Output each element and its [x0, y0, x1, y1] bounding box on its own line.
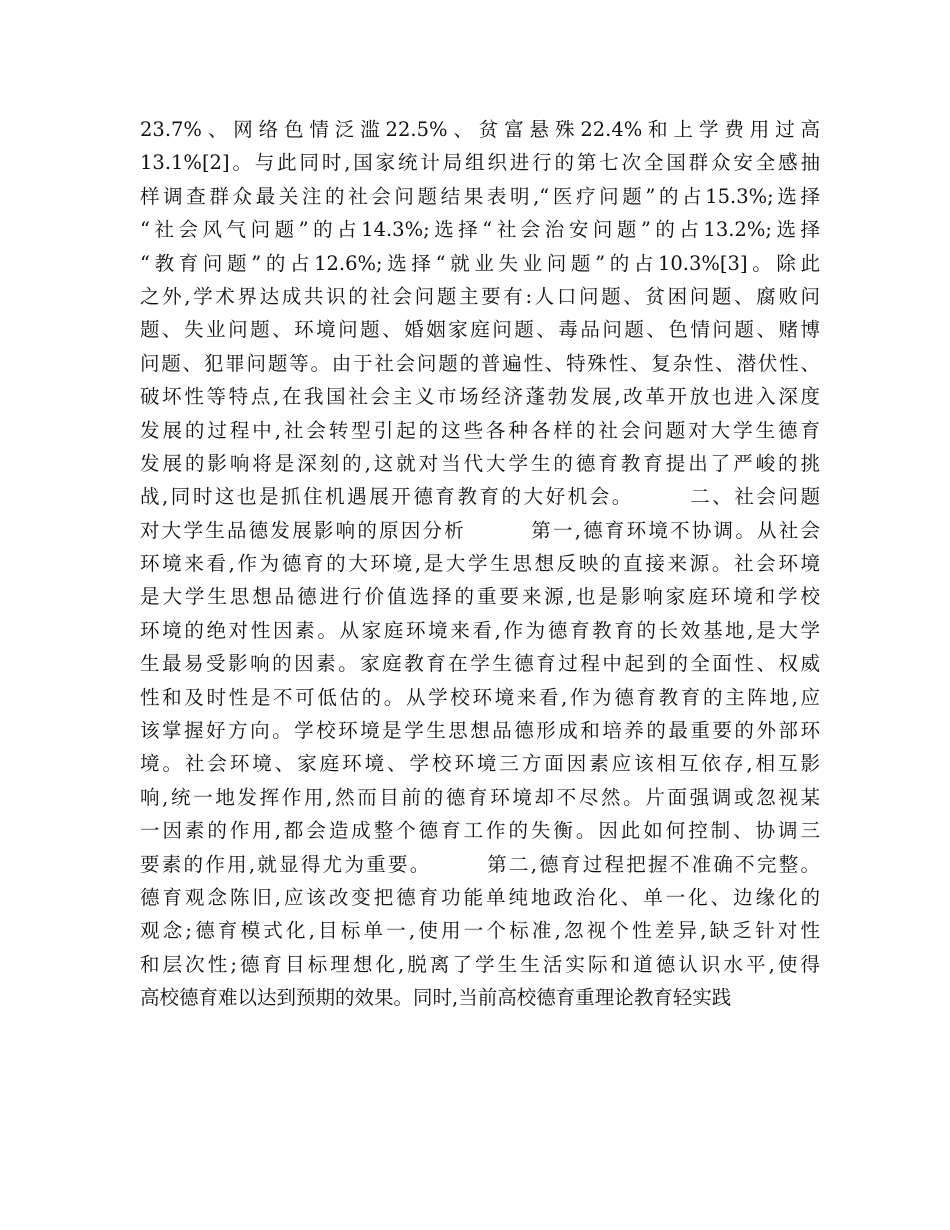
- text-line: 要素的作用,就显得尤为重要。 第二,德育过程把握不准确不完整。: [140, 852, 820, 876]
- text-line: 一因素的作用,都会造成整个德育工作的失衡。因此如何控制、协调三: [140, 819, 820, 843]
- text-line: 问题、犯罪问题等。由于社会问题的普遍性、特殊性、复杂性、潜伏性、: [140, 351, 820, 375]
- text-line: 环境的绝对性因素。从家庭环境来看,作为德育教育的长效基地,是大学: [140, 618, 820, 642]
- text-line: 观念;德育模式化,目标单一,使用一个标准,忽视个性差异,缺乏针对性: [140, 919, 820, 943]
- text-line: 该掌握好方向。学校环境是学生思想品德形成和培养的最重要的外部环: [140, 719, 820, 743]
- text-line: 题、失业问题、环境问题、婚姻家庭问题、毒品问题、色情问题、赌博: [140, 318, 820, 342]
- text-line: 环境来看,作为德育的大环境,是大学生思想反映的直接来源。社会环境: [140, 552, 820, 576]
- text-line: 破坏性等特点,在我国社会主义市场经济蓬勃发展,改革开放也进入深度: [140, 385, 820, 409]
- text-line: 23.7%、网络色情泛滥22.5%、贫富悬殊22.4%和上学费用过高: [140, 118, 820, 141]
- text-line: 生最易受影响的因素。家庭教育在学生德育过程中起到的全面性、权威: [140, 652, 820, 676]
- text-line: 高校德育难以达到预期的效果。同时,当前高校德育重理论教育轻实践: [140, 986, 732, 1010]
- text-line: 响,统一地发挥作用,然而目前的德育环境却不尽然。片面强调或忽视某: [140, 785, 820, 809]
- text-line: 战,同时这也是抓住机遇展开德育教育的大好机会。 二、社会问题: [140, 485, 820, 509]
- text-line: 境。社会环境、家庭环境、学校环境三方面因素应该相互依存,相互影: [140, 752, 820, 776]
- text-line: “教育问题”的占12.6%;选择“就业失业问题”的占10.3%[3]。除此: [140, 251, 820, 275]
- text-line: 德育观念陈旧,应该改变把德育功能单纯地政治化、单一化、边缘化的: [140, 885, 820, 909]
- text-line: 性和及时性是不可低估的。从学校环境来看,作为德育教育的主阵地,应: [140, 685, 820, 709]
- body-text: [140, 113, 820, 1015]
- text-line: 是大学生思想品德进行价值选择的重要来源,也是影响家庭环境和学校: [140, 585, 820, 609]
- text-line: 发展的影响将是深刻的,这就对当代大学生的德育教育提出了严峻的挑: [140, 451, 820, 475]
- text-line: 和层次性;德育目标理想化,脱离了学生生活实际和道德认识水平,使得: [140, 952, 820, 976]
- text-line: 对大学生品德发展影响的原因分析 第一,德育环境不协调。从社会: [140, 518, 820, 542]
- text-line: “社会风气问题”的占14.3%;选择“社会治安问题”的占13.2%;选择: [140, 218, 820, 242]
- text-line: 13.1%[2]。与此同时,国家统计局组织进行的第七次全国群众安全感抽: [140, 151, 820, 175]
- text-line: 之外,学术界达成共识的社会问题主要有:人口问题、贫困问题、腐败问: [140, 284, 820, 308]
- text-line: 发展的过程中,社会转型引起的这些各种各样的社会问题对大学生德育: [140, 418, 820, 442]
- text-line: 样调查群众最关注的社会问题结果表明,“医疗问题”的占15.3%;选择: [140, 184, 820, 208]
